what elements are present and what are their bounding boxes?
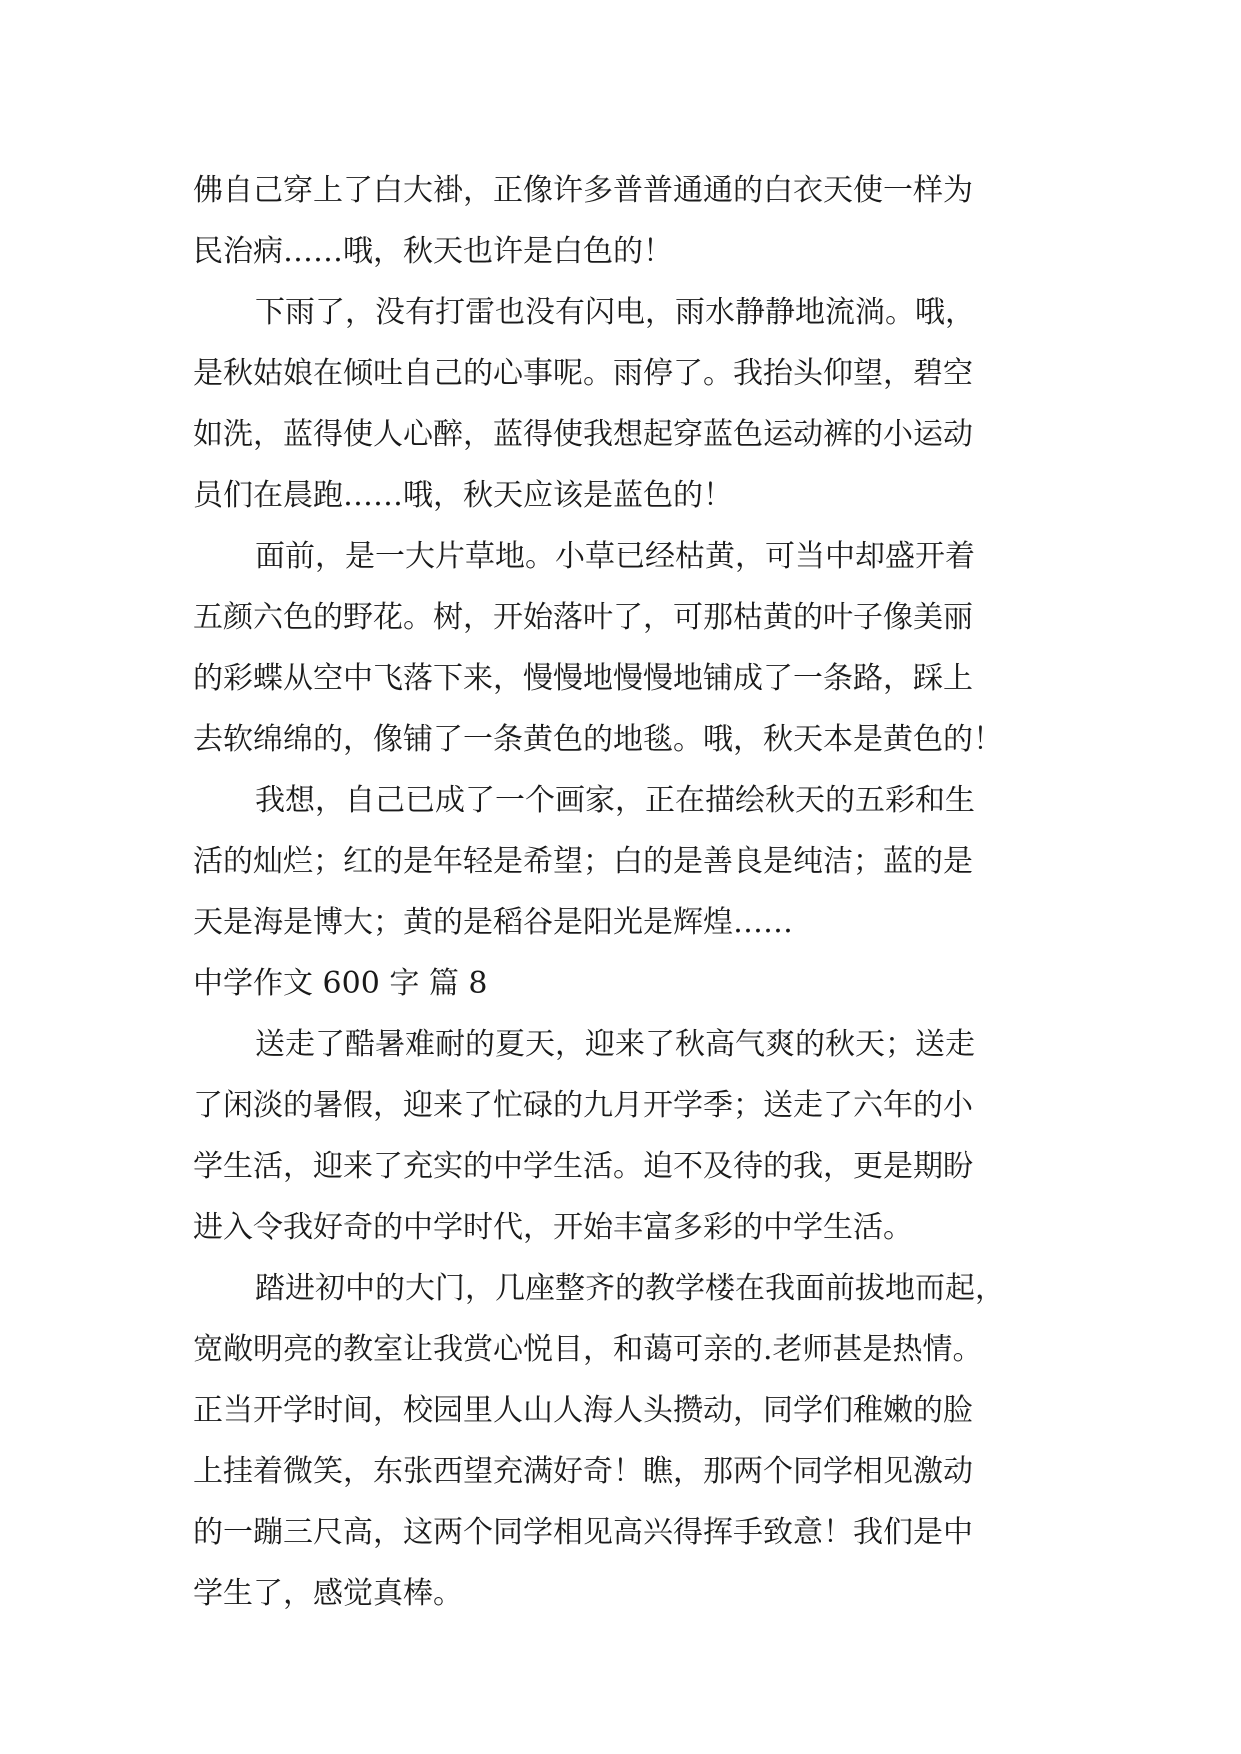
paragraph-line: 天是海是博大；黄的是稻谷是阳光是辉煌…… <box>193 905 793 940</box>
paragraph-line: 进入令我好奇的中学时代，开始丰富多彩的中学生活。 <box>193 1210 913 1245</box>
paragraph-line: 正当开学时间，校园里人山人海人头攒动，同学们稚嫩的脸 <box>193 1393 973 1428</box>
paragraph-line: 我想，自己已成了一个画家，正在描绘秋天的五彩和生 <box>255 783 975 818</box>
paragraph-line: 民治病……哦，秋天也许是白色的！ <box>193 234 673 269</box>
paragraph-line: 学生了，感觉真棒。 <box>193 1576 463 1611</box>
paragraph-line: 送走了酷暑难耐的夏天，迎来了秋高气爽的秋天；送走 <box>255 1027 975 1062</box>
paragraph-line: 活的灿烂；红的是年轻是希望；白的是善良是纯洁；蓝的是 <box>193 844 973 879</box>
paragraph-line: 如洗，蓝得使人心醉，蓝得使我想起穿蓝色运动裤的小运动 <box>193 417 973 452</box>
paragraph-line: 佛自己穿上了白大褂，正像许多普普通通的白衣天使一样为 <box>193 173 973 208</box>
paragraph <box>193 282 1053 526</box>
heading-text: 中学作文 600 字 篇 8 <box>193 966 488 1001</box>
paragraph-line: 踏进初中的大门，几座整齐的教学楼在我面前拔地而起， <box>255 1271 1005 1306</box>
paragraph-line: 是秋姑娘在倾吐自己的心事呢。雨停了。我抬头仰望，碧空 <box>193 356 973 391</box>
document-page <box>193 160 1053 1624</box>
paragraph-line: 宽敞明亮的教室让我赏心悦目，和蔼可亲的.老师甚是热情。 <box>193 1332 983 1367</box>
paragraph <box>193 770 1053 953</box>
paragraph-line: 员们在晨跑……哦，秋天应该是蓝色的！ <box>193 478 733 513</box>
paragraph-line: 面前，是一大片草地。小草已经枯黄，可当中却盛开着 <box>255 539 975 574</box>
paragraph-line: 学生活，迎来了充实的中学生活。迫不及待的我，更是期盼 <box>193 1149 973 1184</box>
section-heading <box>193 953 1053 1014</box>
paragraph-line: 下雨了，没有打雷也没有闪电，雨水静静地流淌。哦， <box>255 295 975 330</box>
paragraph <box>193 526 1053 770</box>
paragraph-line: 的彩蝶从空中飞落下来，慢慢地慢慢地铺成了一条路，踩上 <box>193 661 973 696</box>
paragraph-line: 上挂着微笑，东张西望充满好奇！瞧，那两个同学相见激动 <box>193 1454 973 1489</box>
paragraph <box>193 1014 1053 1258</box>
paragraph <box>193 1258 1053 1624</box>
paragraph-line: 去软绵绵的，像铺了一条黄色的地毯。哦，秋天本是黄色的！ <box>193 722 1003 757</box>
paragraph-line: 了闲淡的暑假，迎来了忙碌的九月开学季；送走了六年的小 <box>193 1088 973 1123</box>
paragraph <box>193 160 1053 282</box>
paragraph-line: 五颜六色的野花。树，开始落叶了，可那枯黄的叶子像美丽 <box>193 600 973 635</box>
paragraph-line: 的一蹦三尺高，这两个同学相见高兴得挥手致意！我们是中 <box>193 1515 973 1550</box>
